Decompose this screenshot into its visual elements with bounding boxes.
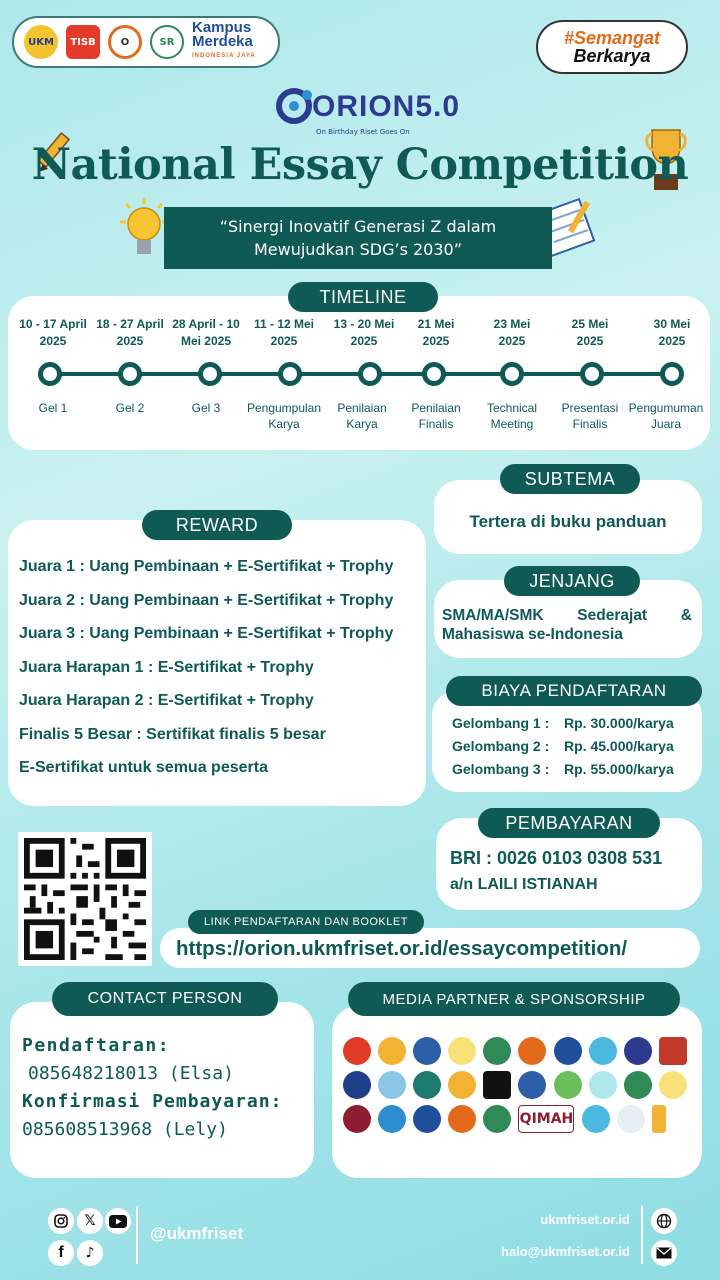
biaya-list — [452, 712, 674, 781]
sponsor-logo — [582, 1105, 610, 1133]
timeline-card — [8, 296, 710, 450]
x-icon[interactable]: 𝕏 — [77, 1208, 103, 1234]
contact-card — [10, 1002, 314, 1178]
globe-icon — [651, 1208, 677, 1234]
orion-mark-icon — [274, 86, 314, 126]
sponsor-logo — [554, 1071, 582, 1099]
timeline-label: Presentasi Finalis — [561, 401, 619, 431]
kampus-merdeka-logo: Kampus Merdeka INDONESIA JAYA — [192, 19, 256, 59]
sponsor-logo — [554, 1037, 582, 1065]
theme-banner: “Sinergi Inovatif Generasi Z dalam Mewujudkan SDG’s 2030” — [164, 207, 552, 269]
timeline-label: Gel 3 — [191, 401, 221, 415]
timeline-dot — [358, 362, 382, 386]
contact-list — [22, 1032, 282, 1144]
biaya-row: Gelombang 3 : Rp. 55.000/karya — [452, 761, 674, 777]
sponsor-logo — [518, 1037, 546, 1065]
timeline-dot — [278, 362, 302, 386]
biaya-row: Gelombang 1 : Rp. 30.000/karya — [452, 715, 674, 731]
timeline-label: Penilaian Finalis — [411, 401, 461, 431]
sponsor-logo-grid — [342, 1034, 698, 1136]
timeline-date: 30 Mei 2025 — [653, 317, 691, 348]
qr-code[interactable] — [18, 832, 152, 966]
sponsor-logo — [343, 1105, 371, 1133]
orion-subtitle: On Birthday Riset Goes On — [316, 128, 410, 136]
sponsor-logo — [448, 1105, 476, 1133]
timeline-heading: TIMELINE — [288, 282, 438, 312]
timeline-label: Pengumuman Juara — [628, 401, 704, 431]
contact-reg-label: Pendaftaran: — [22, 1035, 171, 1056]
sponsor-logo — [378, 1071, 406, 1099]
sponsor-logo — [652, 1105, 666, 1133]
timeline-date: 25 Mei 2025 — [571, 317, 609, 348]
account-name: a/n LAILI ISTIANAH — [450, 876, 598, 893]
footer-divider — [136, 1206, 138, 1264]
sponsor-logo — [413, 1037, 441, 1065]
page-title: National Essay Competition — [31, 140, 689, 190]
contact-reg-phone[interactable]: 085648218013 (Elsa) — [28, 1063, 234, 1084]
sponsor-logo — [624, 1037, 652, 1065]
reward-list — [19, 558, 423, 793]
biaya-row: Gelombang 2 : Rp. 45.000/karya — [452, 738, 674, 754]
media-heading: MEDIA PARTNER & SPONSORSHIP — [348, 982, 680, 1016]
facebook-icon[interactable]: f — [48, 1240, 74, 1266]
timeline-date: 10 - 17 April 2025 — [19, 317, 87, 348]
pembayaran-heading: PEMBAYARAN — [478, 808, 660, 838]
timeline-dot — [422, 362, 446, 386]
timeline-dot — [580, 362, 604, 386]
orbit-logo: O — [108, 25, 142, 59]
sponsor-logo — [483, 1071, 511, 1099]
jenjang-heading: JENJANG — [504, 566, 640, 596]
timeline-label: Penilaian Karya — [337, 401, 387, 431]
tagline-badge: #Semangat Berkarya — [536, 20, 688, 74]
orion-logo — [272, 84, 462, 140]
sponsor-logo — [483, 1037, 511, 1065]
youtube-icon[interactable] — [105, 1208, 131, 1234]
ukm-logo: UKM — [24, 25, 58, 59]
timeline-date: 23 Mei 2025 — [493, 317, 531, 348]
social-handle[interactable]: @ukmfriset — [150, 1224, 244, 1243]
timeline-dot — [500, 362, 524, 386]
website-link[interactable]: ukmfriset.or.id — [540, 1212, 630, 1227]
reward-item: Juara 3 : Uang Pembinaan + E-Sertifikat + Trophy — [19, 625, 394, 642]
timeline-dot — [198, 362, 222, 386]
sponsor-logo — [448, 1037, 476, 1065]
sponsor-logo — [617, 1105, 645, 1133]
sponsor-logo — [589, 1071, 617, 1099]
sponsor-logo — [378, 1037, 406, 1065]
sponsor-logo — [448, 1071, 476, 1099]
sponsor-logo — [343, 1071, 371, 1099]
timeline-dot — [660, 362, 684, 386]
sponsor-logo — [413, 1071, 441, 1099]
registration-link[interactable]: https://orion.ukmfriset.or.id/essaycompetition/ — [176, 937, 628, 960]
subtema-text: Tertera di buku panduan — [469, 512, 667, 531]
reward-item: Juara 1 : Uang Pembinaan + E-Sertifikat + Trophy — [19, 558, 394, 575]
media-partner-card — [332, 1006, 702, 1178]
partner-logo-bar — [12, 16, 280, 68]
timeline-date: 21 Mei 2025 — [417, 317, 455, 348]
timeline-dot — [118, 362, 142, 386]
sponsor-logo-qimah: QIMAH — [518, 1105, 574, 1133]
sponsor-logo — [589, 1037, 617, 1065]
reward-item: Juara Harapan 1 : E-Sertifikat + Trophy — [19, 658, 314, 676]
subtema-heading: SUBTEMA — [500, 464, 640, 494]
sponsor-logo — [343, 1037, 371, 1065]
orion-wordmark: ORION5.0 — [312, 90, 461, 123]
timeline-date: 13 - 20 Mei 2025 — [333, 317, 395, 348]
sr-logo: SR — [150, 25, 184, 59]
sponsor-logo — [659, 1037, 687, 1065]
sponsor-logo — [483, 1105, 511, 1133]
contact-pay-label: Konfirmasi Pembayaran: — [22, 1091, 283, 1112]
reward-item: Juara Harapan 2 : E-Sertifikat + Trophy — [19, 692, 314, 709]
bank-account: BRI : 0026 0103 0308 531 — [450, 848, 663, 868]
timeline-label: Technical Meeting — [486, 401, 538, 431]
contact-pay-phone[interactable]: 085608513968 (Lely) — [22, 1119, 228, 1140]
sponsor-logo — [518, 1071, 546, 1099]
timeline-date: 18 - 27 April 2025 — [96, 317, 164, 348]
reward-item: E-Sertifikat untuk semua peserta — [19, 759, 268, 776]
qr-code-icon — [24, 838, 146, 960]
sponsor-logo — [624, 1071, 652, 1099]
contact-heading: CONTACT PERSON — [52, 982, 278, 1016]
timeline-date: 28 April - 10 Mei 2025 — [172, 317, 240, 348]
reward-heading: REWARD — [142, 510, 292, 540]
reward-item: Finalis 5 Besar : Sertifikat finalis 5 besar — [19, 725, 326, 743]
mail-icon — [651, 1240, 677, 1266]
reward-item: Juara 2 : Uang Pembinaan + E-Sertifikat + Trophy — [19, 591, 394, 609]
biaya-heading: BIAYA PENDAFTARAN — [446, 676, 702, 706]
link-card — [160, 928, 700, 968]
link-heading: LINK PENDAFTARAN DAN BOOKLET — [188, 910, 424, 934]
tisb-logo: TISB — [66, 25, 100, 59]
sponsor-logo — [378, 1105, 406, 1133]
jenjang-text: SMA/MA/SMK Sederajat & Mahasiswa se-Indonesia — [442, 607, 692, 643]
timeline-date: 11 - 12 Mei 2025 — [253, 317, 315, 348]
email-link[interactable]: halo@ukmfriset.or.id — [501, 1244, 630, 1259]
reward-card — [8, 520, 426, 806]
sponsor-logo — [413, 1105, 441, 1133]
timeline-dot — [38, 362, 62, 386]
timeline-label: Gel 2 — [115, 401, 145, 415]
timeline-label: Pengumpulan Karya — [246, 401, 322, 431]
footer-divider — [641, 1206, 643, 1264]
sponsor-logo — [659, 1071, 687, 1099]
instagram-icon[interactable] — [48, 1208, 74, 1234]
timeline-label: Gel 1 — [38, 401, 68, 415]
tiktok-icon[interactable]: ♪ — [77, 1240, 103, 1266]
